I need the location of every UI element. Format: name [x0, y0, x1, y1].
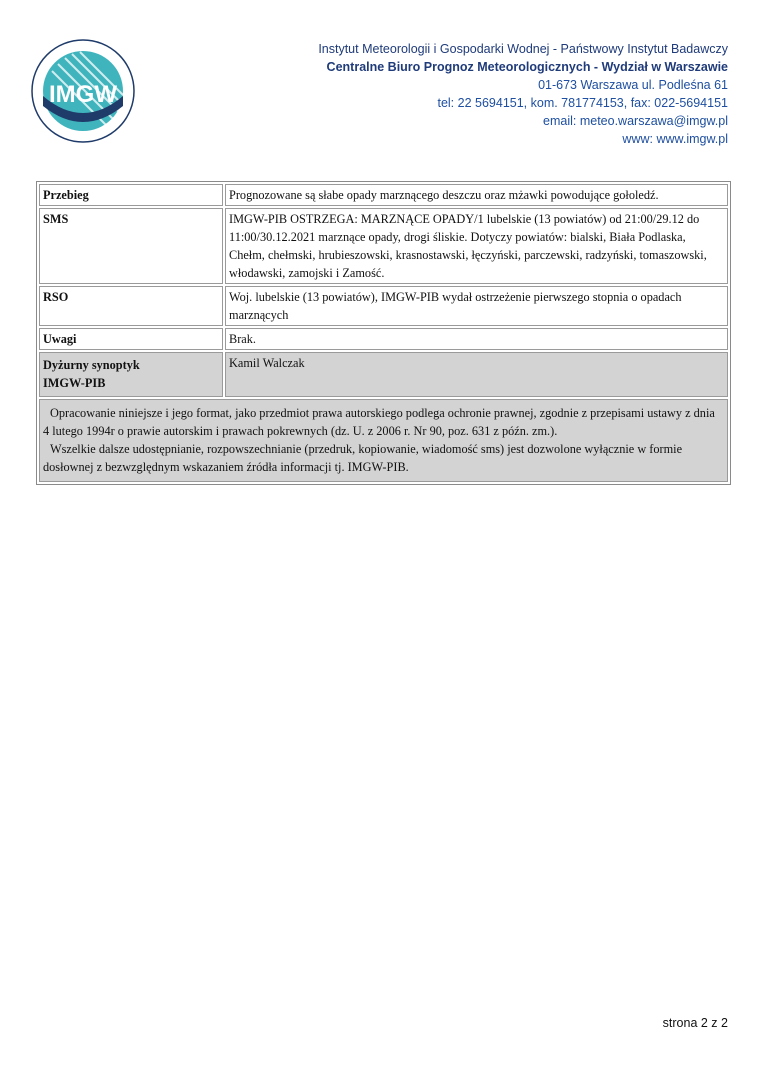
row-value-sms: IMGW-PIB OSTRZEGA: MARZNĄCE OPADY/1 lubelskie (13 powiatów) od 21:00/29.12 do 11:00/30.12.2021 marznące opady, drogi śliskie. Dotyczy powiatów: bialski, Biała Podlaska, Chełm, chełmski, hrubieszowski, krasnostawski, łęczyński, parczewski, radzyński, tomaszowski, włodawski, zamojski i Zamość. — [225, 208, 728, 284]
table-row — [39, 184, 728, 206]
svg-text:IMGW: IMGW — [49, 81, 117, 108]
institute-name: Instytut Meteorologii i Gospodarki Wodnej - Państwowy Instytut Badawczy — [318, 42, 728, 56]
row-label-sms: SMS — [39, 208, 223, 284]
row-label-rso: RSO — [39, 286, 223, 326]
row-value-rso: Woj. lubelskie (13 powiatów), IMGW-PIB wydał ostrzeżenie pierwszego stopnia o opadach marznących — [225, 286, 728, 326]
row-label-synoptyk — [39, 352, 223, 397]
table-row — [39, 208, 728, 284]
imgw-logo — [30, 38, 136, 144]
row-label-uwagi: Uwagi — [39, 328, 223, 350]
office-name: Centralne Biuro Prognoz Meteorologicznych - Wydział w Warszawie — [326, 60, 728, 74]
row-value-synoptyk: Kamil Walczak — [225, 352, 728, 397]
copyright-paragraph: Opracowanie niniejsze i jego format, jako przedmiot prawa autorskiego podlega ochronie prawnej, zgodnie z przepisami ustawy z dnia 4 lutego 1994r o prawie autorskim i prawach pokrewnych (dz. U. z 2006 r. Nr 90, poz. 631 z późn. zm.). — [43, 406, 715, 438]
table-row — [39, 352, 728, 397]
institute-header — [318, 40, 728, 148]
copyright-footnote — [39, 399, 728, 482]
row-value-przebieg: Prognozowane są słabe opady marznącego deszczu oraz mżawki powodujące gołoledź. — [225, 184, 728, 206]
synoptyk-label-line1: Dyżurny synoptyk — [43, 358, 140, 372]
distribution-paragraph: Wszelkie dalsze udostępnianie, rozpowszechnianie (przedruk, kopiowanie, wiadomość sms) jest dozwolone wyłącznie w formie dosłownej z bezwzględnym wskazaniem źródła informacji tj. IMGW-PIB. — [43, 442, 683, 474]
page-number: strona 2 z 2 — [662, 1016, 728, 1030]
table-row — [39, 286, 728, 326]
email-link[interactable]: email: meteo.warszawa@imgw.pl — [543, 114, 728, 128]
phone-info: tel: 22 5694151, kom. 781774153, fax: 022-5694151 — [437, 96, 728, 110]
table-row — [39, 328, 728, 350]
row-value-uwagi: Brak. — [225, 328, 728, 350]
row-label-przebieg: Przebieg — [39, 184, 223, 206]
address: 01-673 Warszawa ul. Podleśna 61 — [538, 78, 728, 92]
website-link[interactable]: www: www.imgw.pl — [622, 132, 728, 146]
synoptyk-label-line2: IMGW-PIB — [43, 376, 106, 390]
warning-table — [36, 181, 731, 485]
